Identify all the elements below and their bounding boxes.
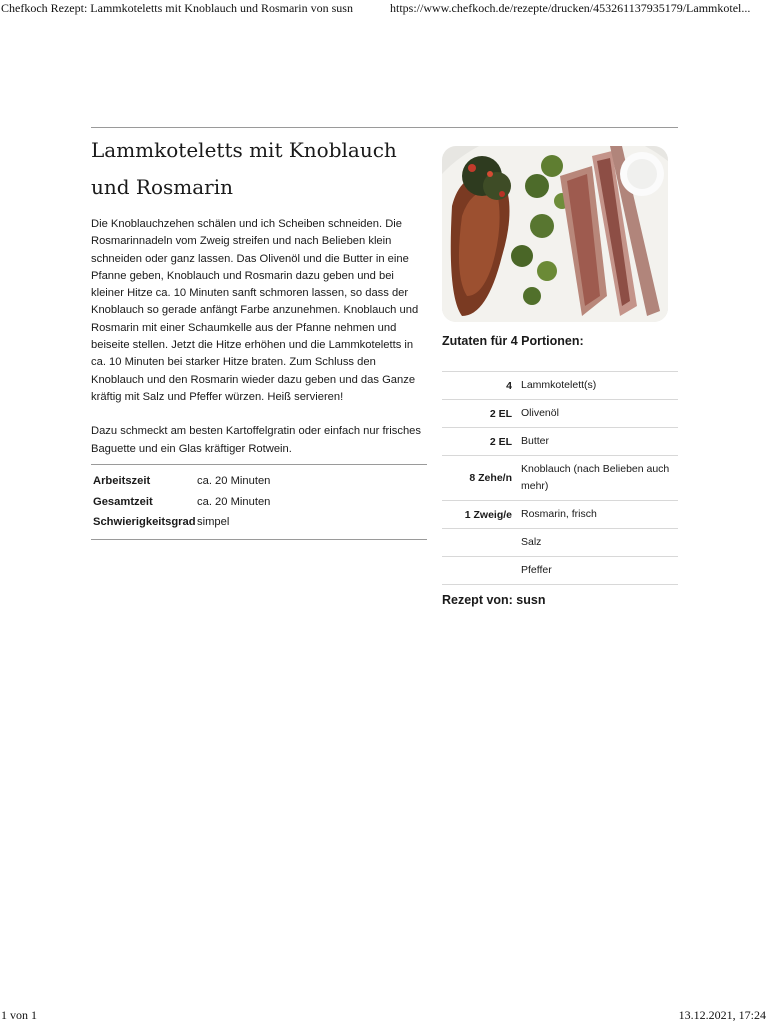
ingredient-row xyxy=(442,428,678,456)
serving-tip: Dazu schmeckt am besten Kartoffelgratin oder einfach nur frisches Baguette und ein Glas kräftiger Rotwein. xyxy=(91,425,421,455)
meta-value: simpel xyxy=(197,516,230,529)
ingredient-name: Pfeffer xyxy=(521,564,552,576)
print-datetime: 13.12.2021, 17:24 xyxy=(678,1008,766,1022)
ingredient-name: Rosmarin, frisch xyxy=(521,508,597,520)
recipe-title: Lammkoteletts mit Knoblauch und Rosmarin xyxy=(91,138,397,199)
recipe-side-column xyxy=(442,146,678,607)
recipe-instructions: Die Knoblauchzehen schälen und ich Scheiben schneiden. Die Rosmarinnadeln vom Zweig streifen und nach Belieben klein schneiden oder ganz lassen. Das Olivenöl und die Butter in eine Pfanne geben, Knoblauch und Rosmarin dazu geben und bei kleiner Hitze ca. 10 Minuten sanft schmoren lassen, so dass der Knoblauch so gerade anfängt Farbe anzunehmen. Knoblauch und Rosmarin mit einer Schaumkelle aus der Pfanne nehmen und beiseite stellen. Jetzt die Hitze erhöhen und die Lammkoteletts in ca. 10 Minuten bei starker Hitze braten. Zum Schluss den Knoblauch und den Rosmarin wieder dazu geben und das Ganze kräftig mit Salz und Pfeffer würzen. Heiß servieren! xyxy=(91,218,419,403)
meta-row-schwierigkeitsgrad xyxy=(91,512,427,533)
meta-value: ca. 20 Minuten xyxy=(197,495,271,508)
recipe-meta-table xyxy=(91,464,427,540)
ingredient-amount: 2 EL xyxy=(489,435,512,448)
ingredients-table xyxy=(442,371,678,585)
ingredient-amount: 2 EL xyxy=(489,407,512,420)
top-divider xyxy=(91,127,678,128)
ingredient-name: Knoblauch (nach Belieben auch mehr) xyxy=(521,463,670,492)
ingredient-name: Olivenöl xyxy=(521,407,559,419)
recipe-main-column xyxy=(91,132,427,458)
ingredient-row xyxy=(442,501,678,529)
ingredient-amount: 1 Zweig/e xyxy=(464,508,512,521)
ingredient-row xyxy=(442,456,678,501)
recipe-photo xyxy=(442,146,668,322)
print-footer xyxy=(0,1006,768,1024)
print-page-url: https://www.chefkoch.de/rezepte/drucken/453261137935179/Lammkotel... xyxy=(390,1,751,15)
ingredient-row xyxy=(442,529,678,557)
ingredient-name: Salz xyxy=(521,536,542,548)
ingredients-heading: Zutaten für 4 Portionen: xyxy=(442,334,584,348)
meta-label: Arbeitszeit xyxy=(93,475,151,488)
ingredient-row xyxy=(442,400,678,428)
meta-row-gesamtzeit xyxy=(91,492,427,513)
recipe-author: Rezept von: susn xyxy=(442,593,546,607)
ingredient-amount: 4 xyxy=(506,379,512,392)
ingredient-name: Butter xyxy=(521,435,550,447)
page-count: 1 von 1 xyxy=(1,1008,37,1022)
ingredient-amount: 8 Zehe/n xyxy=(469,472,512,484)
meta-label: Gesamtzeit xyxy=(93,495,153,508)
print-header xyxy=(0,0,768,18)
print-page-title: Chefkoch Rezept: Lammkoteletts mit Knoblauch und Rosmarin von susn xyxy=(1,1,353,15)
ingredient-row xyxy=(442,557,678,585)
ingredient-row xyxy=(442,372,678,400)
ingredient-name: Lammkotelett(s) xyxy=(521,379,597,391)
meta-row-arbeitszeit xyxy=(91,471,427,492)
meta-value: ca. 20 Minuten xyxy=(197,475,271,488)
meta-label: Schwierigkeitsgrad xyxy=(93,516,196,529)
